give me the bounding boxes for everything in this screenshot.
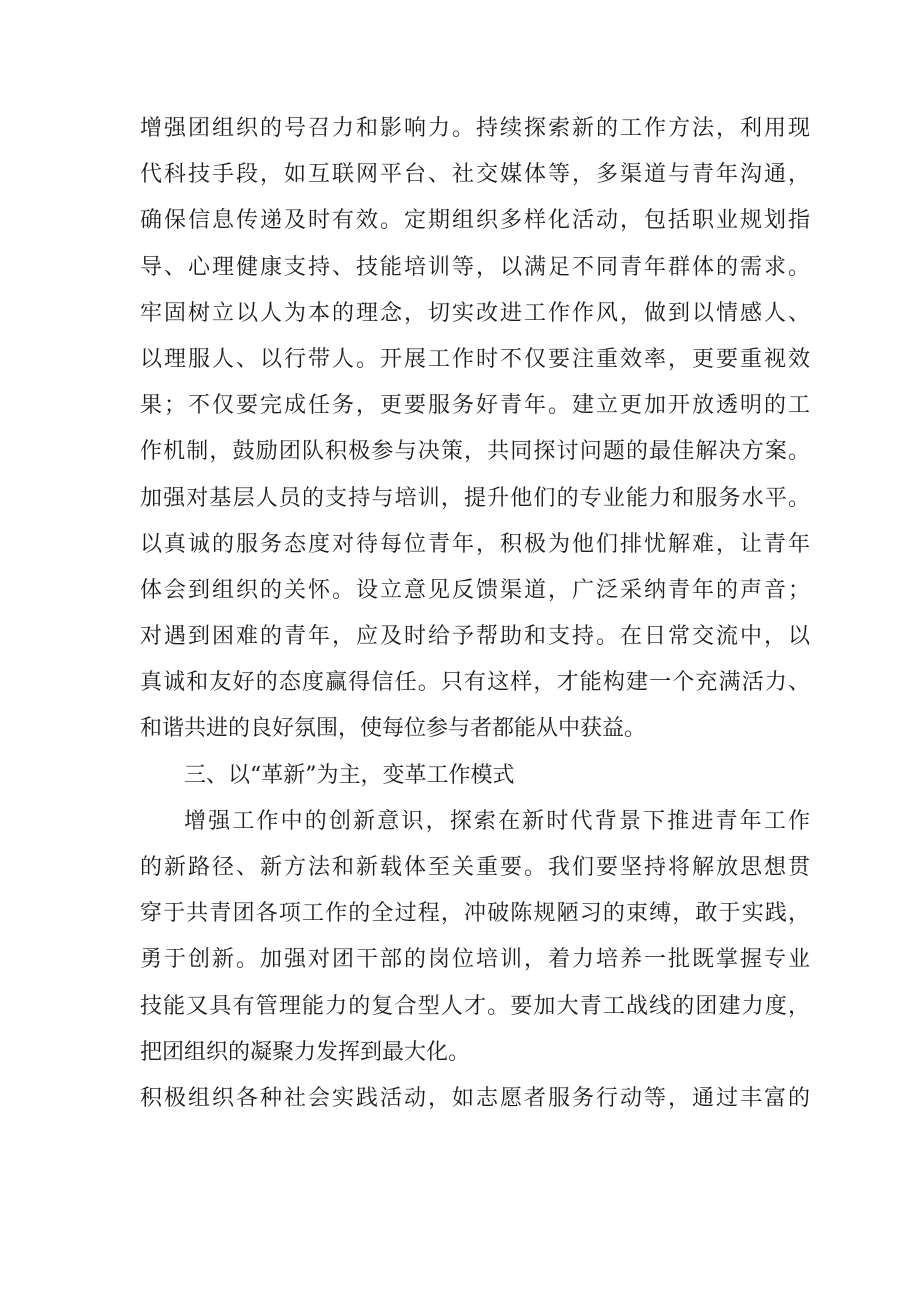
text-line: 作机制，鼓励团队积极参与决策，共同探讨问题的最佳解决方案。 (140, 439, 812, 465)
text-line: 以理服人、以行带人。开展工作时不仅要注重效率，更要重视效 (140, 346, 812, 372)
section-heading: 三、以“革新”为主，变革工作模式 (184, 762, 515, 788)
text-line: 增强团组织的号召力和影响力。持续探索新的工作方法，利用现 (140, 116, 812, 141)
text-line: 增强工作中的创新意识，探索在新时代背景下推进青年工作 (184, 808, 813, 834)
text-line: 的新路径、新方法和新载体至关重要。我们要坚持将解放思想贯 (140, 855, 812, 880)
text-line: 确保信息传递及时有效。定期组织多样化活动，包括职业规划指 (140, 208, 812, 234)
text-line: 技能又具有管理能力的复合型人才。要加大青工战线的团建力度， (140, 993, 812, 1019)
text-line: 和谐共进的良好氛围，使每位参与者都能从中获益。 (140, 716, 647, 742)
text-line: 对遇到困难的青年，应及时给予帮助和支持。在日常交流中，以 (140, 624, 812, 650)
text-line: 加强对基层人员的支持与培训，提升他们的专业能力和服务水平。 (140, 485, 812, 511)
text-line: 穿于共青团各项工作的全过程，冲破陈规陋习的束缚，敢于实践， (140, 901, 812, 927)
document-body (140, 106, 813, 1122)
text-line: 果；不仅要完成任务，更要服务好青年。建立更加开放透明的工 (140, 393, 812, 419)
text-line: 勇于创新。加强对团干部的岗位培训，着力培养一批既掌握专业 (140, 947, 812, 973)
text-line: 以真诚的服务态度对待每位青年，积极为他们排忧解难，让青年 (140, 531, 812, 557)
text-line: 体会到组织的关怀。设立意见反馈渠道，广泛采纳青年的声音； (140, 577, 812, 603)
text-line: 积极组织各种社会实践活动，如志愿者服务行动等，通过丰富的 (140, 1085, 812, 1111)
text-line: 代科技手段，如互联网平台、社交媒体等，多渠道与青年沟通， (140, 162, 812, 188)
text-line: 牢固树立以人为本的理念，切实改进工作作风，做到以情感人、 (140, 300, 812, 326)
text-line: 导、心理健康支持、技能培训等，以满足不同青年群体的需求。 (140, 254, 812, 280)
text-line: 把团组织的凝聚力发挥到最大化。 (140, 1039, 471, 1065)
text-line: 真诚和友好的态度赢得信任。只有这样，才能构建一个充满活力、 (140, 670, 812, 696)
